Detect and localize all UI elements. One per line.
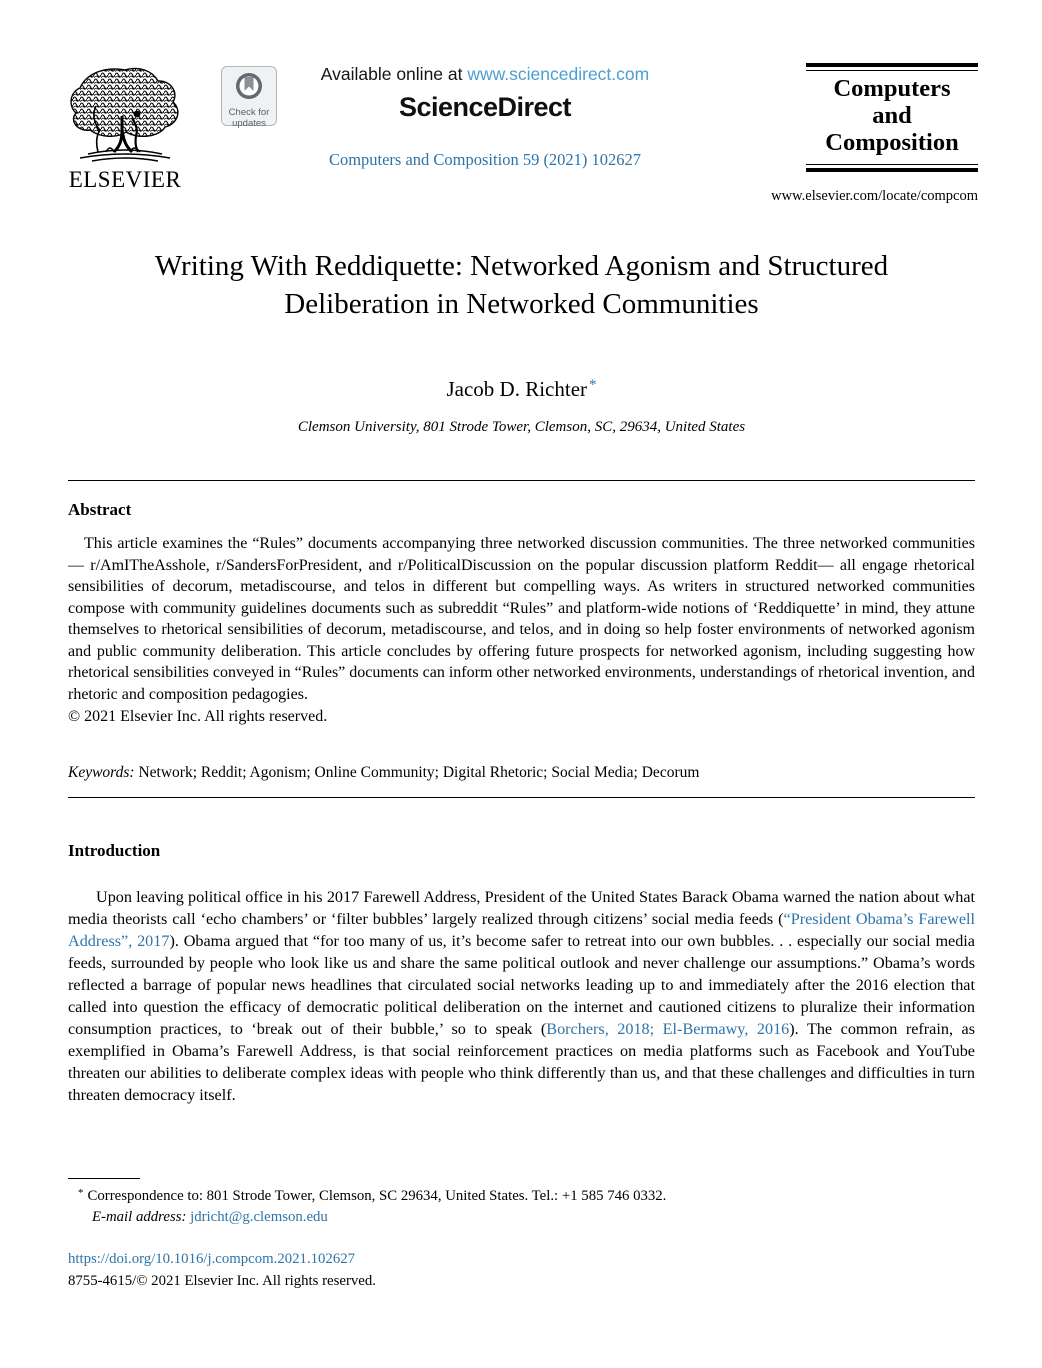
email-label: E-mail address: xyxy=(92,1209,187,1225)
citation-link-borchers-elbermawy[interactable]: Borchers, 2018; El-Bermawy, 2016 xyxy=(546,1020,790,1039)
citation-link-obama-farewell[interactable]: “President Obama’s Farewell Address”, 2017 xyxy=(68,910,976,951)
check-for-updates-label: Check for updates xyxy=(228,107,270,130)
keywords-list: Network; Reddit; Agonism; Online Community; Digital Rhetoric; Social Media; Decorum xyxy=(134,764,700,782)
elsevier-logo xyxy=(64,66,186,193)
elsevier-wordmark: ELSEVIER xyxy=(68,167,182,192)
masthead-center xyxy=(283,64,687,170)
footnote-asterisk: * xyxy=(78,1187,84,1199)
author-name: Jacob D. Richter xyxy=(446,377,588,402)
introduction-paragraph xyxy=(68,886,975,1106)
sciencedirect-wordmark: ScienceDirect xyxy=(398,92,572,122)
nameplate-rule-bottom-thin xyxy=(806,164,978,166)
doi-link[interactable]: https://doi.org/10.1016/j.compcom.2021.102627 xyxy=(68,1251,356,1267)
intro-text-segment-2: ). Obama argued that “for too many of us, it’s become safer to retreat into our own bubbles. . . especially our social media feeds, surrounded by people who look like us and share the same political outlook and never challenge our assumptions.” Obama’s words reflected a barrage of popular news headlines that circulated social networks leading up to and immediately after the 2016 election that called into question the efficacy of democratic political deliberation on the internet and cautioned citizens to pluralize their information consumption practices, to ‘break out of their bubble,’ so to speak ( xyxy=(68,932,975,1039)
email-link[interactable]: jdricht@g.clemson.edu xyxy=(190,1209,328,1225)
copyright-line: © 2021 Elsevier Inc. All rights reserved. xyxy=(68,707,328,725)
journal-citation-link[interactable]: Computers and Composition 59 (2021) 102627 xyxy=(328,150,642,169)
elsevier-tree-icon xyxy=(66,66,184,166)
keywords-label: Keywords: xyxy=(68,764,135,782)
available-online-line xyxy=(283,64,687,85)
abstract-text: This article examines the “Rules” documents accompanying three networked discussion communities. The three networked communities— r/AmITheAsshole, r/SandersForPresident, and r/PoliticalDiscussion on the popular discussion platform Reddit— all engage rhetorical sensibilities of decorum, metadiscourse, and telos in different but compelling ways. As writers in structured networked communities compose with community guidelines documents such as subreddit “Rules” and platform-wide notions of ‘Reddiquette’ in mind, they attune themselves to rhetorical sensibilities of decorum, metadiscourse, and telos, and in doing so help foster environments of networked agonism and public community deliberation. This article concludes by offering future prospects for networked agonism, including suggesting how rhetorical sensibilities conveyed in “Rules” documents can inform other networked environments, understandings of rhetorical invention, and rhetoric and composition pedagogies. xyxy=(68,535,975,703)
sciencedirect-url-link[interactable]: www.sciencedirect.com xyxy=(467,64,650,84)
keywords-line xyxy=(68,764,975,782)
correspondence-text: Correspondence to: 801 Strode Tower, Clemson, SC 29634, United States. Tel.: +1 585 746 0332. xyxy=(87,1188,667,1204)
author-line xyxy=(68,377,975,402)
available-online-text: Available online at xyxy=(320,64,468,84)
author-footnote-asterisk[interactable]: * xyxy=(589,377,597,394)
journal-nameplate xyxy=(806,63,978,172)
nameplate-rule-bottom-thick xyxy=(806,168,978,172)
journal-name: Computers and Composition xyxy=(825,75,959,156)
intro-text-segment-1: Upon leaving political office in his 2017 Farewell Address, President of the United States Barack Obama warned the nation about what media theorists call ‘echo chambers’ or ‘filter bubbles’ largely realized through citizens’ social media feeds ( xyxy=(68,888,975,929)
introduction-heading: Introduction xyxy=(68,841,161,861)
intro-text-segment-3: ). The common refrain, as exemplified in Obama’s Farewell Address, is that social reinforcement practices on media platforms such as Facebook and YouTube threaten our abilities to deliberate complex ideas with people who think differently than us, and that these challenges and difficulties in turn threaten democracy itself. xyxy=(68,1020,976,1105)
divider-below-keywords xyxy=(68,797,975,798)
issn-copyright-line: 8755-4615/© 2021 Elsevier Inc. All rights reserved. xyxy=(68,1273,376,1289)
divider-above-abstract xyxy=(68,480,975,481)
check-for-updates-badge[interactable] xyxy=(221,66,277,130)
nameplate-rule-top-thick xyxy=(806,63,978,67)
journal-homepage-link[interactable]: www.elsevier.com/locate/compcom xyxy=(771,188,978,204)
abstract-heading: Abstract xyxy=(68,500,132,520)
article-content xyxy=(68,248,975,1106)
author-affiliation: Clemson University, 801 Strode Tower, Clemson, SC, 29634, United States xyxy=(297,419,746,436)
footnote-rule xyxy=(68,1178,140,1179)
email-footnote xyxy=(92,1209,975,1226)
correspondence-footnote xyxy=(78,1187,975,1205)
page-footer xyxy=(68,1178,975,1290)
article-title: Writing With Reddiquette: Networked Agonism and Structured Deliberation in Networked Communities xyxy=(154,250,889,320)
check-for-updates-icon xyxy=(234,71,264,101)
